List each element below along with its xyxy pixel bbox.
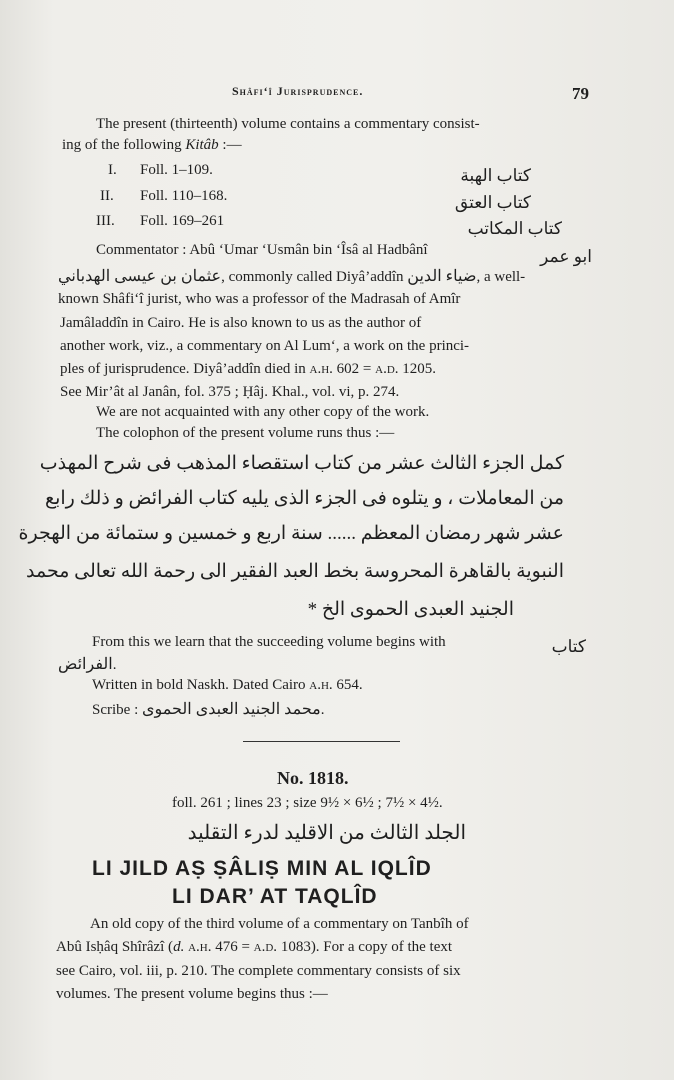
kitab-numeral-1: I. <box>108 162 117 178</box>
description-line-4: volumes. The present volume begins thus :— <box>56 986 328 1002</box>
era-ad: a.d. <box>253 939 278 955</box>
colophon-line-1: كمل الجزء الثالث عشر من كتاب استقصاء المذهب فى شرح المهذب <box>39 453 564 474</box>
intro-text: ing of the following <box>62 137 186 153</box>
entry-title-line-2: LI DAR’ AT TAQLÎD <box>172 885 378 908</box>
colophon-line-3: عشر شهر رمضان المعظم ...... سنة اربع و خمسين و ستمائة من الهجرة <box>18 523 564 544</box>
commentator-line-3: known Shâfi‘î jurist, who was a professor of the Madrasah of Amîr <box>58 291 461 307</box>
era-ah: a.h. <box>188 939 212 955</box>
era-ad: a.d. <box>375 361 399 377</box>
running-header: Shâfi‘î Jurisprudence. <box>232 84 364 98</box>
text: Abû Isḥâq Shîrâzî ( <box>56 939 174 955</box>
commentator-line-1: Commentator : Abû ‘Umar ‘Usmân bin ‘Îsâ al Hadbânî <box>96 242 428 258</box>
text: 1083). For a copy of the text <box>277 939 453 955</box>
text: 654. <box>332 677 363 693</box>
description-line-1: An old copy of the third volume of a commentary on Tanbîh of <box>90 916 469 932</box>
kitab-foll-2: Foll. 110–168. <box>140 188 228 204</box>
kitab-arabic-3: كتاب المكاتب <box>467 219 562 238</box>
kitab-foll-1: Foll. 1–109. <box>140 162 213 178</box>
commentator-line-6 <box>60 361 436 378</box>
text: ples of jurisprudence. Diyâ’addîn died in <box>60 361 310 377</box>
intro-line-1: The present (thirteenth) volume contains a commentary consist- <box>96 116 480 132</box>
commentator-line-8: We are not acquainted with any other copy of the work. <box>96 404 430 420</box>
text: 1205. <box>398 361 437 377</box>
intro-line-2 <box>62 137 242 154</box>
era-ah: a.h. <box>309 677 333 693</box>
text: . <box>320 702 325 718</box>
scribe-name-arabic: محمد الجنيد العبدى الحموى <box>142 701 321 718</box>
commentator-line-2 <box>58 266 525 286</box>
text: . <box>112 657 117 673</box>
text: 602 = <box>332 361 376 377</box>
commentator-line-7: See Mir’ât al Janân, fol. 375 ; Ḥâj. Khal., vol. vi, p. 274. <box>60 384 400 400</box>
inference-line-2 <box>58 654 117 674</box>
died-abbrev: d. <box>173 939 185 955</box>
section-divider <box>243 741 400 742</box>
kitab-numeral-3: III. <box>96 213 115 229</box>
colophon-line-4: النبوية بالقاهرة المحروسة بخط العبد الفقير الى رحمة الله تعالى محمد <box>26 561 564 582</box>
colophon-line-5: الجنيد العبدى الحموى الخ * <box>307 599 514 620</box>
era-ah: a.h. <box>309 361 333 377</box>
kitab-numeral-2: II. <box>100 188 114 204</box>
diya-addin-arabic: ضياء الدين <box>407 268 477 285</box>
scribe-line <box>92 699 324 719</box>
text: Written in bold Naskh. Dated Cairo <box>92 677 310 693</box>
colophon-line-2: من المعاملات ، و يتلوه فى الجزء الذى يليه كتاب الفرائض و ذلك رابع <box>44 488 564 509</box>
page-number: 79 <box>572 84 589 103</box>
commentator-name-arabic: عثمان بن عيسى الهدباني <box>58 268 222 285</box>
intro-text-end: :— <box>218 137 242 153</box>
commentator-arabic-1: ابو عمر <box>540 247 592 266</box>
commentator-line-9: The colophon of the present volume runs thus :— <box>96 425 395 441</box>
faraid-arabic: الفرائض <box>58 656 113 673</box>
inference-arabic-kitab: كتاب <box>551 637 586 656</box>
entry-meta: foll. 261 ; lines 23 ; size 9½ × 6½ ; 7½ × 4½. <box>172 795 443 811</box>
commentator-line-4: Jamâladdîn in Cairo. He is also known to us as the author of <box>60 315 422 331</box>
inference-line-1: From this we learn that the succeeding volume begins with <box>92 634 446 650</box>
entry-arabic-title: الجلد الثالث من الاقليد لدرء التقليد <box>187 822 466 844</box>
commentator-text: , commonly called Diyâ’addîn <box>221 269 408 285</box>
kitab-arabic-2: كتاب العتق <box>454 193 531 212</box>
text: 476 = <box>211 939 254 955</box>
entry-title-line-1: LI JILD AṢ ṢÂLIṢ MIN AL IQLÎD <box>92 857 432 880</box>
scribe-label: Scribe : <box>92 702 142 718</box>
entry-number: No. 1818. <box>277 768 349 788</box>
script-date-line <box>92 677 363 694</box>
kitab-foll-3: Foll. 169–261 <box>140 213 225 229</box>
kitab-word: Kitâb <box>185 137 219 153</box>
kitab-arabic-1: كتاب الهبة <box>460 166 531 185</box>
commentator-text-end: , a well- <box>476 269 526 285</box>
description-line-3: see Cairo, vol. iii, p. 210. The complete commentary consists of six <box>56 963 461 979</box>
commentator-line-5: another work, viz., a commentary on Al Lum‘, a work on the princi- <box>60 338 470 354</box>
description-line-2 <box>56 939 452 956</box>
